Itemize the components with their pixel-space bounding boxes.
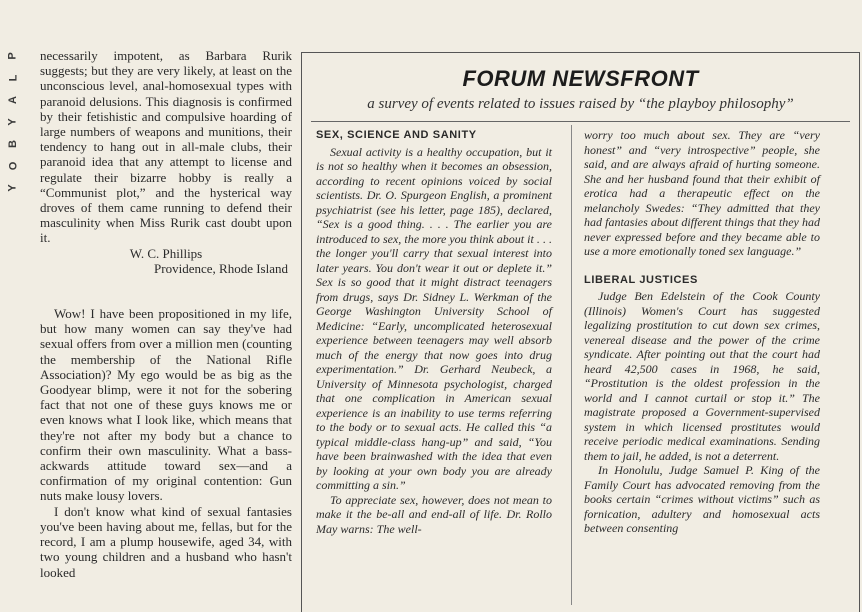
paragraph-gap	[584, 259, 820, 273]
letter-paragraph: necessarily impotent, as Barbara Rurik suggests; but they are very likely, at least on the unconscious level, anal-homosexual types with paranoid delusions. This diagnosis is confirmed by their fetishistic and compulsive hoarding of large numbers of weapons and munitions, their tendency to hang out in all-male clubs, their paranoid idea that any attempt to license and regulate their bizarre hobby is really a “Communist plot,” and the hysterical way droves of them came running to defend their masculinity when Miss Rurik cast doubt upon it.	[40, 48, 292, 246]
letter-signature-place: Providence, Rhode Island	[154, 260, 288, 276]
article-paragraph: worry too much about sex. They are “very honest” and “very introspective” people, she said, and are always afraid of hurting someone. She and her husband found that their exhibit of erotica had a therapeutic effect on the melancholy Swedes: “They admitted that they had fantasies about different things that they had never expressed before and they became able to use a more emotionally toned sex language.”	[584, 128, 820, 258]
magazine-spine-label	[2, 45, 24, 195]
section-heading: SEX, SCIENCE AND SANITY	[316, 129, 477, 141]
letters-column	[40, 48, 292, 580]
paragraph-gap	[40, 276, 292, 306]
spine-letter: Y	[7, 118, 19, 126]
article-paragraph: Judge Ben Edelstein of the Cook County (Illinois) Women's Court has suggested legalizing prostitution to cut down sex crimes, venereal disease and the power of the crime syndicate. After pointing out that the court had heard 42,500 cases in 1968, he said, “Prostitution is the oldest profession in the world and I cannot curtail or stop it.” The magistrate proposed a Government-supervised system in which licensed prostitutes would receive periodic medical examinations. Sending them to jail, he added, is not a deterrent.	[584, 289, 820, 463]
forum-title: FORUM NEWSFRONT	[462, 66, 699, 91]
letter-signature-name: W. C. Phillips	[129, 245, 203, 261]
spine-letter: Y	[7, 184, 19, 192]
letter-paragraph: I don't know what kind of sexual fantasies you've been having about me, fellas, but for the record, I am a plump housewife, aged 34, with two young children and a husband who hasn't looked	[40, 503, 292, 580]
article-paragraph: To appreciate sex, however, does not mean to make it the be-all and end-all of life. Dr. Rollo May warns: The well-	[316, 492, 552, 536]
forum-right-column	[584, 128, 820, 536]
article-paragraph: In Honolulu, Judge Samuel P. King of the Family Court has advocated removing from the books certain “crimes without victims” such as fornication, adultery and homosexual acts between consenting	[584, 463, 820, 535]
spine-letter: B	[6, 140, 19, 148]
forum-left-column	[316, 128, 552, 536]
section-heading: LIBERAL JUSTICES	[584, 273, 698, 286]
title-divider	[311, 121, 850, 122]
spine-letter: L	[6, 74, 19, 82]
letter-paragraph: Wow! I have been propositioned in my life, but how many women can say they've had sexual offers from over a million men (counting the membership of the National Rifle Association)? My ego would be as big as the Goodyear blimp, were it not for the sobering fact that not one of these guys knows me or even knows what I look like, which means that they're not after my body but a chance to confirm their own masculinity. What a bass-ackwards attitude toward sex—and a confirmation of my original contention: Gun nuts make lousy lovers.	[40, 306, 292, 504]
spine-letter: P	[7, 52, 19, 60]
forum-subtitle: a survey of events related to issues raised by “the playboy philosophy”	[367, 96, 794, 112]
column-divider	[571, 125, 572, 605]
spine-letter: O	[7, 161, 19, 171]
article-paragraph: Sexual activity is a healthy occupation, but it is not so healthy when it becomes an obsession, according to recent opinions voiced by social scientists. Dr. O. Spurgeon English, a prominent psychiatrist (see his letter, page 185), declared, “Sex is a good thing. . . . The earlier you are introduced to sex, the more you think about it . . . the longer you'll carry that sexual interest into later years. You don't wear it out or deplete it.” Sex is so good that it might distract teenagers from drugs, says Dr. Sidney L. Werkman of the George Washington University School of Medicine: “Early, uncomplicated heterosexual experience between teenagers may well absorb much of the energy that now goes into drug experimentation.” Dr. Gerhard Neubeck, a University of Minnesota psychologist, charged that one complication in American sexual experience is an inability to use terms referring to the body or to sexual acts. He called this “a typical middle-class hang-up” and said, “You have been brainwashed with the idea that even by looking at your own body you are already committing a sin.”	[316, 144, 552, 492]
spine-letter: A	[6, 96, 19, 104]
